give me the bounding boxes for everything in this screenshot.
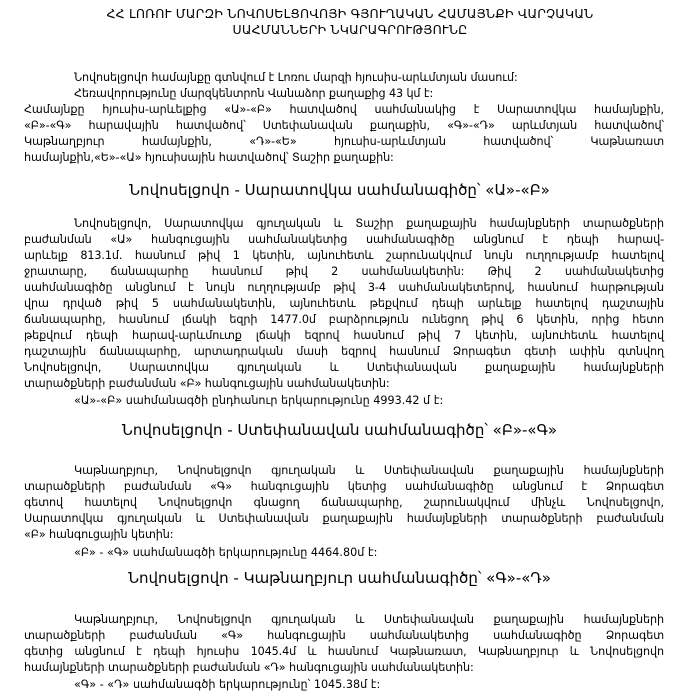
section-line: Կաթնաղբյուր, Նովոսելցովո գյուղական և Ստեփանավան քաղաքային համայնքների: [74, 613, 664, 626]
section-line: գետից անցնում է դեպի հյուսիս 1045.4մ և հասնում Կաթնառատ, Կաթնաղբյուր և Նովոսելցովո: [24, 645, 664, 658]
section-line: Նովոսելցովո, Սարատովկա գյուղական և Տաշիր քաղաքային համայնքների տարածքների: [74, 217, 664, 230]
intro-line: Համայնքը հյուսիս-արևելքից «Ա»-«Բ» հատվածով սահմանակից է Սարատովկա համայնքին,: [24, 103, 664, 116]
section-line: վրա դրված թիվ 5 սահմանակետին, այնուհետև թեքվում դեպի արևելք հատելով դաշտային: [24, 297, 664, 310]
intro-line: Կաթնաղբյուր համայնքին, «Դ»-«Ե» հյուսիս-արևմտյան հատվածով՝ Կաթնառատ: [24, 135, 664, 148]
section-line: տարածքների բաժանման «Բ» հանգուցային սահմանակետին:: [24, 377, 390, 390]
intro-line: Հեռավորությունը մարզկենտրոն Վանաձոր քաղաքից 43 կմ է:: [74, 87, 434, 100]
title-line-1: ՀՀ ԼՈՌՈՒ ՄԱՐԶԻ ՆՈՎՈՍԵԼՑՈՎՈՅԻ ԳՅՈՒՂԱԿԱՆ ՀԱՄԱՅՆՔԻ ՎԱՐՉԱԿԱՆ: [106, 6, 594, 21]
section-line: ճանապարհը, հասնում լճակի եզրի 1477.0մ բարձրություն ունեցող թիվ 6 կետին, որից հետո: [24, 313, 664, 326]
section-line: արևելք 813.1մ. հասնում թիվ 1 կետին, այնուհետև շարունակվում նույն ուղղությամբ հատելով: [24, 249, 664, 262]
section-line: Նովոսելցովո, Սարատովկա գյուղական և Ստեփանավան քաղաքային համայնքների: [24, 361, 664, 374]
length-statement-b-g: «Բ» - «Գ» սահմանագծի երկարությունը 4464.80մ է:: [74, 546, 378, 559]
section-line: գետով հատելով Նովոսելցովո գնացող ճանապարհը, շարունակվում մինչև Նովոսելցովո,: [24, 496, 664, 509]
section-line: «Բ» հանգուցային կետին:: [24, 528, 174, 541]
document-title: [90, 6, 610, 38]
section-heading-b-g: Նովոսելցովո - Ստեփանավան սահմանագիծը՝ «Բ»-«Գ»: [121, 421, 558, 439]
section-line: սահմանագիծը անցնում է նույն ուղղությամբ թիվ 3-4 սահմանակետերով, հասնում հարթության: [24, 281, 664, 294]
section-paragraph-b-g: [24, 463, 664, 543]
section-line: բաժանման «Ա» հանգուցային սահմանակետից սահմանագիծը անցնում է դեպի հարավ-: [24, 233, 664, 246]
section-line: տարածքների բաժանման «Գ» հանգուցային սահմանակետից սահմանագիծը Ձորագետ: [24, 629, 664, 642]
section-heading-g-d: Նովոսելցովո - Կաթնաղբյուր սահմանագիծը՝ «Գ»-«Դ»: [128, 569, 551, 587]
length-statement-a-b: «Ա»-«Բ» սահմանագծի ընդհանուր երկարությունը 4993.42 մ է:: [74, 394, 444, 407]
length-statement-g-d: «Գ» - «Դ» սահմանագծի երկարությունը՝ 1045.38մ է:: [74, 678, 381, 691]
section-paragraph-g-d: [24, 612, 664, 676]
section-paragraph-a-b: [24, 216, 664, 392]
intro-line: համայնքին,«Ե»-«Ա» հյուսիսային հատվածով՝ Տաշիր քաղաքին:: [24, 151, 394, 164]
section-line: ջրատարը, ճանապարհը հասնում թիվ 2 սահմանակետին: Թիվ 2 սահմանակետից: [24, 265, 664, 278]
title-line-2: ՍԱՀՄԱՆՆԵՐԻ ՆԿԱՐԱԳՐՈՒԹՅՈՒՆԸ: [232, 22, 468, 37]
intro-line: Նովոսելցովո համայնքը գտնվում է Լոռու մարզի հյուսիս-արևմտյան մասում:: [74, 71, 518, 84]
section-line: դաշտային ճանապարհը, արտադրական մասի եզրով հասնում Ձորագետ գետի ափին գտնվող: [24, 345, 664, 358]
intro-line: «Բ»-«Գ» հարավային հատվածով՝ Ստեփանավան քաղաքին, «Գ»-«Դ» արևմտյան հատվածով՝: [24, 119, 664, 132]
section-line: Սարատովկա գյուղական և Ստեփանավան քաղաքային համայնքների տարածքների բաժանման: [24, 512, 664, 525]
intro-paragraph: [24, 70, 664, 166]
section-line: տարածքների բաժանման «Գ» հանգուցային կետից սահմանագիծը անցնում է Ձորագետ: [24, 480, 664, 493]
section-line: Կաթնաղբյուր, Նովոսելցովո գյուղական և Ստեփանավան քաղաքային համայնքների: [74, 464, 664, 477]
section-heading-a-b: Նովոսելցովո - Սարատովկա սահմանագիծը՝ «Ա»-«Բ»: [129, 181, 550, 199]
section-line: համայնքների տարածքների բաժանման «Դ» հանգուցային սահմանակետին:: [24, 661, 474, 674]
section-line: թեքվում դեպի հարավ-արևմուտք լճակի եզրով հասնում թիվ 7 կետին, այնուհետև հատելով: [24, 329, 664, 342]
